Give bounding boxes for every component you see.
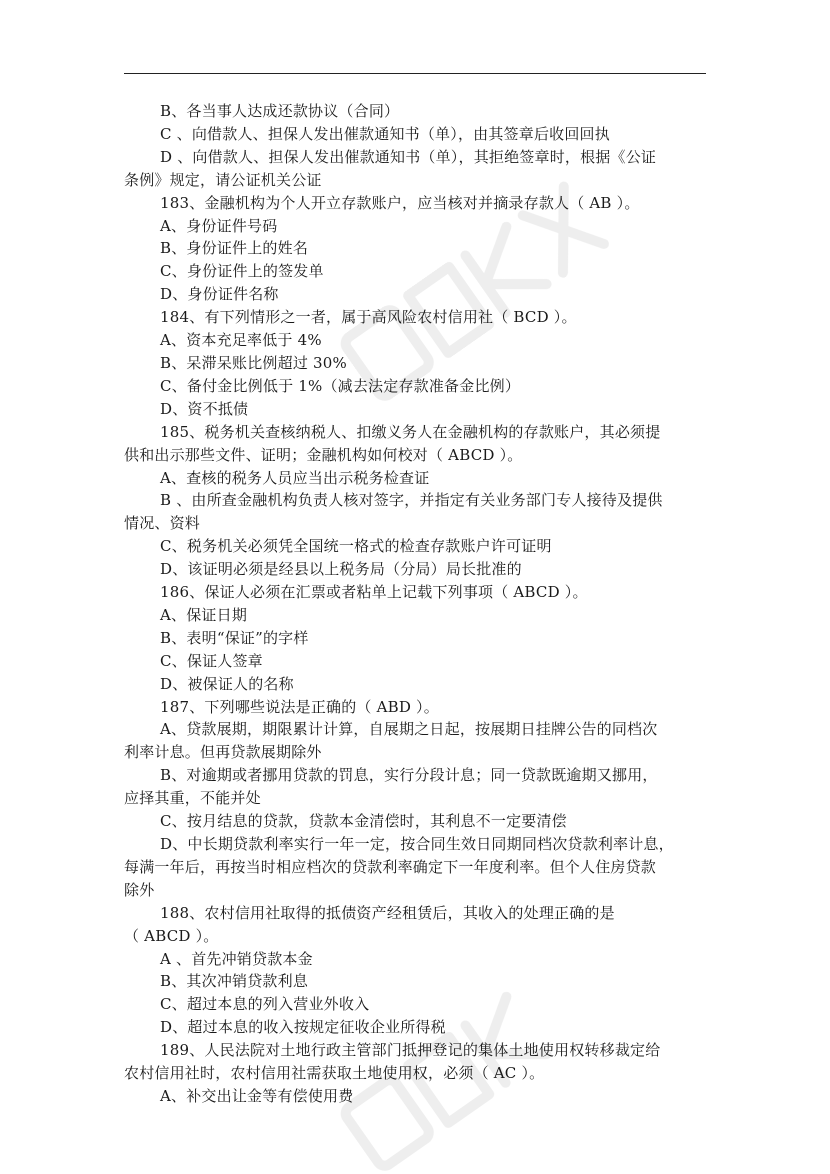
question-line: 188、农村信用社取得的抵债资产经租赁后，其收入的处理正确的是 xyxy=(160,903,615,922)
option-line: D、该证明必须是经县以上税务局（分局）局长批准的 xyxy=(160,560,522,579)
option-line: A、身份证件号码 xyxy=(160,216,278,235)
option-line: 应择其重，不能并处 xyxy=(124,789,261,808)
question-line: （ ABCD ）。 xyxy=(124,926,219,945)
option-line: B、对逾期或者挪用贷款的罚息，实行分段计息；同一贷款既逾期又挪用， xyxy=(160,766,658,785)
question-line: 184、有下列情形之一者，属于高风险农村信用社（ BCD ）。 xyxy=(160,308,577,327)
option-line: A 、首先冲销贷款本金 xyxy=(160,949,313,968)
question-line: 187、下列哪些说法是正确的（ ABD ）。 xyxy=(160,697,439,716)
option-line: A、查核的税务人员应当出示税务检查证 xyxy=(160,468,430,487)
option-line: D、超过本息的收入按规定征收企业所得税 xyxy=(160,1018,446,1037)
question-line: 183、金融机构为个人开立存款账户，应当核对并摘录存款人（ AB ）。 xyxy=(160,193,640,212)
document-body xyxy=(124,100,708,1108)
option-line: C、按月结息的贷款，贷款本金清偿时，其利息不一定要清偿 xyxy=(160,812,567,831)
text-line: D 、向借款人、担保人发出催款通知书（单），其拒绝签章时，根据《公证 xyxy=(160,147,657,166)
option-line: A、资本充足率低于 4% xyxy=(160,331,322,350)
option-line: B、其次冲销贷款利息 xyxy=(160,972,309,991)
option-line: D、身份证件名称 xyxy=(160,285,279,304)
question-line: 农村信用社时，农村信用社需获取土地使用权，必须（ AC ）。 xyxy=(124,1064,545,1083)
option-line: B、表明“保证”的字样 xyxy=(160,628,309,647)
question-line: 供和出示那些文件、证明；金融机构如何校对（ ABCD ）。 xyxy=(124,445,523,464)
option-line: 情况、资料 xyxy=(124,514,201,533)
option-line: 除外 xyxy=(124,880,155,899)
option-line: B、身份证件上的姓名 xyxy=(160,239,309,258)
option-line: A、补交出让金等有偿使用费 xyxy=(160,1086,354,1105)
option-line: C、身份证件上的签发单 xyxy=(160,262,324,281)
option-line: C、备付金比例低于 1%（减去法定存款准备金比例） xyxy=(160,376,521,395)
text-line: 条例》规定，请公证机关公证 xyxy=(124,170,322,189)
question-line: 186、保证人必须在汇票或者粘单上记载下列事项（ ABCD ）。 xyxy=(160,583,588,602)
header-rule xyxy=(124,73,706,74)
option-line: 利率计息。但再贷款展期除外 xyxy=(124,743,322,762)
option-line: A、贷款展期，期限累计计算，自展期之日起，按展期日挂牌公告的同档次 xyxy=(160,720,658,739)
option-line: D、中长期贷款利率实行一年一定，按合同生效日同期同档次贷款利率计息， xyxy=(160,835,674,853)
option-line: 每满一年后，再按当时相应档次的贷款利率确定下一年度利率。但个人住房贷款 xyxy=(124,857,657,876)
option-line: B 、由所查金融机构负责人核对签字，并指定有关业务部门专人接待及提供 xyxy=(160,491,663,510)
question-line: 185、税务机关查核纳税人、扣缴义务人在金融机构的存款账户，其必须提 xyxy=(160,422,661,441)
text-line: C 、向借款人、担保人发出催款通知书（单），由其签章后收回回执 xyxy=(160,124,610,143)
option-line: C、税务机关必须凭全国统一格式的检查存款账户许可证明 xyxy=(160,537,552,556)
option-line: D、被保证人的名称 xyxy=(160,674,294,693)
text-line: B、各当事人达成还款协议（合同） xyxy=(160,102,400,120)
option-line: D、资不抵债 xyxy=(160,399,249,418)
option-line: C、保证人签章 xyxy=(160,651,263,670)
option-line: A、保证日期 xyxy=(160,605,248,624)
option-line: C、超过本息的列入营业外收入 xyxy=(160,995,370,1014)
question-line: 189、人民法院对土地行政主管部门抵押登记的集体土地使用权转移裁定给 xyxy=(160,1041,661,1060)
option-line: B、呆滞呆账比例超过 30% xyxy=(160,353,347,372)
